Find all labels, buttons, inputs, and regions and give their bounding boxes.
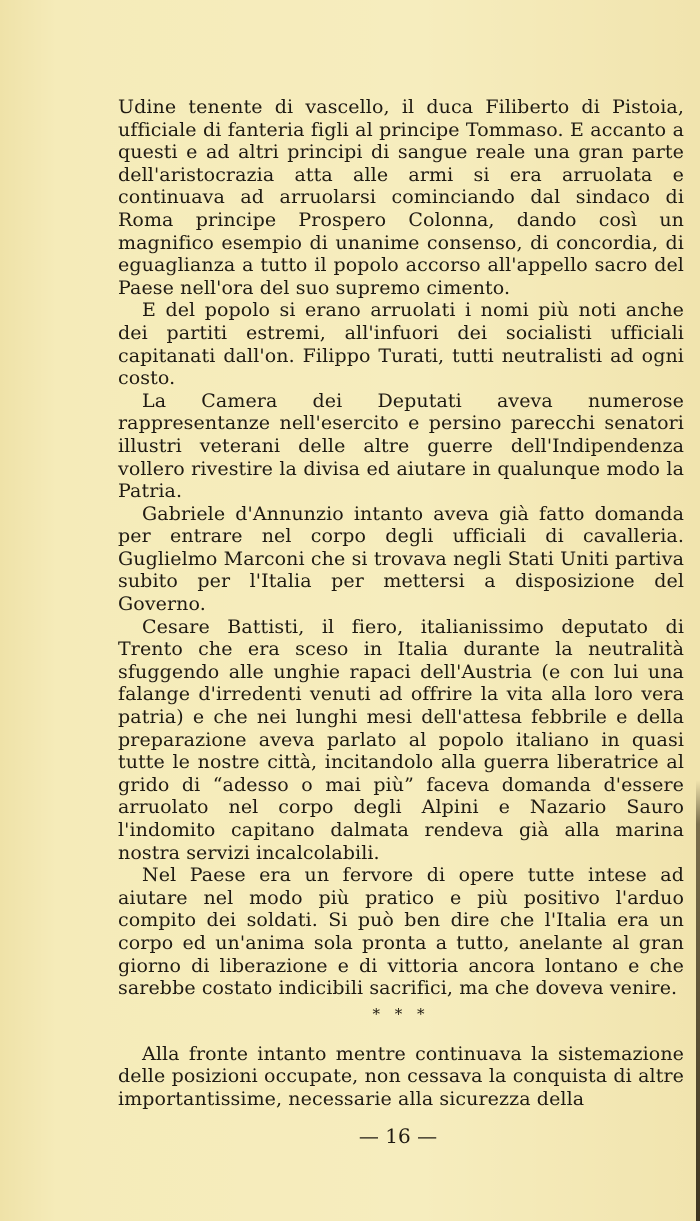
paragraph: Gabriele d'Annunzio intanto aveva già fatto domanda per entrare nel corpo degli ufficiali di cavalleria. Guglielmo Marconi che si trovava negli Stati Uniti partiva subito per l'Italia per mettersi a disposizione del Governo. — [118, 502, 684, 616]
body-text — [118, 96, 684, 1111]
paragraph: Nel Paese era un fervore di opere tutte intese ad aiutare nel modo più pratico e più positivo l'arduo compito dei soldati. Si può ben dire che l'Italia era un corpo ed un'anima sola pronta a tutto, anelante al gran giorno di liberazione e di vittoria ancora lontano e che sarebbe costato indicibili sacrifici, ma che doveva venire. — [118, 864, 684, 1000]
section-separator: * * * — [372, 1004, 430, 1023]
paragraph: La Camera dei Deputati aveva numerose rappresentanze nell'esercito e persino parecchi senatori illustri veterani delle altre guerre dell'Indipendenza vollero rivestire la divisa ed aiutare in qualunque modo la Patria. — [118, 389, 684, 503]
page-edge-shadow — [696, 780, 700, 1221]
paragraph: E del popolo si erano arruolati i nomi più noti anche dei partiti estremi, all'infuori dei socialisti ufficiali capitanati dall'on. Filippo Turati, tutti neutralisti ad ogni costo. — [118, 299, 684, 390]
paragraph: Alla fronte intanto mentre continuava la sistemazione delle posizioni occupate, non cessava la conquista di altre importantissime, necessarie alla sicurezza della — [118, 1042, 684, 1110]
page-number: — 16 — — [358, 1124, 438, 1148]
paragraph: Cesare Battisti, il fiero, italianissimo deputato di Trento che era sceso in Italia durante la neutralità sfuggendo alle unghie rapaci dell'Austria (e con lui una falange d'irredenti venuti ad offrire la vita alla loro vera patria) e che nei lunghi mesi dell'attesa febbrile e della preparazione aveva parlato al popolo italiano in quasi tutte le nostre città, incitandolo alla guerra liberatrice al grido di “adesso o mai più” faceva domanda d'essere arruolato nel corpo degli Alpini e Nazario Sauro l'indomito capitano dalmata rendeva già alla marina nostra servizi incalcolabili. — [118, 615, 684, 864]
paragraph: Udine tenente di vascello, il duca Filiberto di Pistoia, ufficiale di fanteria figli al principe Tommaso. E accanto a questi e ad altri principi di sangue reale una gran parte dell'aristocrazia atta alle armi si era arruolata e continuava ad arruolarsi cominciando dal sindaco di Roma principe Prospero Colonna, dando così un magnifico esempio di unanime consenso, di concordia, di eguaglianza a tutto il popolo accorso all'appello sacro del Paese nell'ora del suo supremo cimento. — [118, 96, 684, 299]
